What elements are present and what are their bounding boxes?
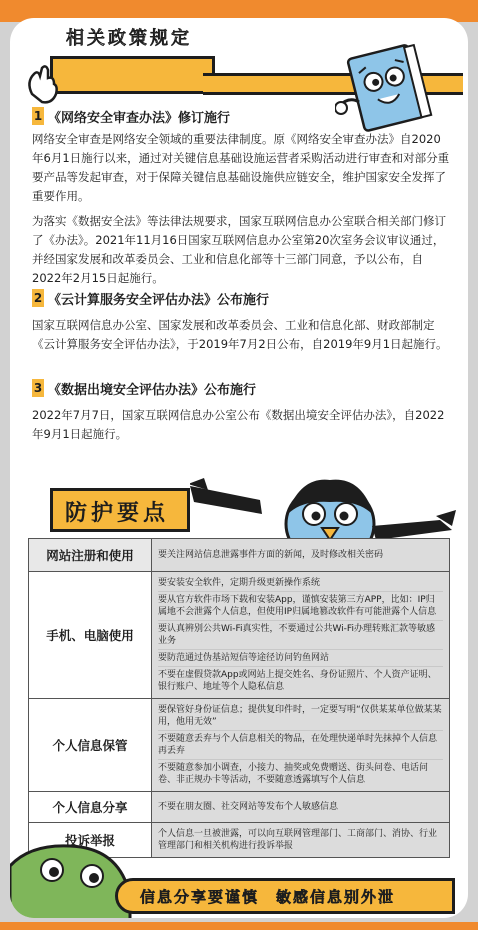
table-row [29, 792, 450, 823]
policy-item-title: 《云计算服务安全评估办法》公布施行 [48, 292, 270, 308]
protection-table [28, 538, 450, 858]
protection-section-title: 防护要点 [65, 501, 170, 526]
policy-item-2 [32, 288, 452, 354]
item-number-badge: 1 [33, 109, 43, 123]
tip-text: 不要在朋友圈、社交网站等发布个人敏感信息 [158, 802, 339, 812]
table-row [29, 572, 450, 699]
tips-cell [152, 572, 450, 699]
policy-paragraph: 为落实《数据安全法》等法律法规要求，国家互联网信息办公室联合相关部门修订了《办法》。2021年11月16日国家互联网信息办公室第20次室务会议审议通过，并经国家发展和改革委员会、工业和信息化部等十三部门同意，予以公布，自2022年2月15日起施行。 [32, 214, 446, 285]
table-row [29, 539, 450, 572]
slogan-banner [115, 878, 455, 914]
category-cell: 投诉举报 [29, 823, 152, 858]
tip-text: 要防范通过伪基站短信等途径访问钓鱼网站 [158, 649, 443, 666]
slogan-text: 信息分享要谨慎 敏感信息别外泄 [140, 887, 396, 906]
tips-cell [152, 792, 450, 823]
policy-paragraph: 网络安全审查是网络安全领域的重要法律制度。原《网络安全审查办法》自2020年6月1日施行以来，通过对关键信息基础设施运营者采购活动进行审查和对部分重要产品等发起审查，对于保障关键信息基础设施供应链安全，维护国家安全发挥了重要作用。 [32, 132, 450, 203]
category-cell: 个人信息分享 [29, 792, 152, 823]
policy-item-3 [32, 378, 452, 444]
tips-cell [152, 539, 450, 572]
left-hand-icon [24, 64, 68, 108]
policy-banner [50, 56, 215, 94]
table-row [29, 699, 450, 792]
category-cell: 手机、电脑使用 [29, 572, 152, 699]
tip-text: 个人信息一旦被泄露，可以向互联网管理部门、工商部门、消协、行业管理部门和相关机构进行投诉举报 [158, 829, 438, 851]
item-number-badge: 3 [33, 381, 43, 395]
policy-paragraph: 2022年7月7日，国家互联网信息办公室公布《数据出境安全评估办法》，自2022年9月1日起施行。 [32, 408, 445, 441]
policy-paragraph: 国家互联网信息办公室、国家发展和改革委员会、工业和信息化部、财政部制定《云计算服务安全评估办法》，于2019年7月2日公布，自2019年9月1日起施行。 [32, 318, 448, 351]
tip-text: 要认真辨别公共Wi-Fi真实性，不要通过公共Wi-Fi办理转账汇款等敏感业务 [158, 620, 443, 649]
policy-item-1 [32, 106, 452, 288]
policy-item-title: 《数据出境安全评估办法》公布施行 [48, 382, 257, 398]
tips-cell [152, 699, 450, 792]
tip-text: 不要随意丢弃与个人信息相关的物品，在处理快递单时先抹掉个人信息再丢弃 [158, 730, 443, 759]
tip-text: 要从官方软件市场下载和安装App，谨慎安装第三方APP，比如：IP归属地不会泄露个人信息，但使用IP归属地篡改软件有可能泄露个人信息 [158, 591, 443, 620]
category-cell: 个人信息保管 [29, 699, 152, 792]
bottom-orange-strip [0, 922, 478, 930]
tip-text: 不要随意参加小调查，小接力、抽奖或免费赠送、街头问卷、电话问卷、非正规办卡等活动，不要随意透露填写个人信息 [158, 759, 443, 788]
tip-text: 不要在虚假贷款App或网站上提交姓名、身份证照片、个人资产证明、银行账户、地址等个人隐私信息 [158, 666, 443, 695]
item-number-badge: 2 [33, 291, 43, 305]
policy-item-title: 《网络安全审查办法》修订施行 [48, 110, 231, 126]
policy-section-title: 相关政策规定 [66, 28, 192, 49]
category-cell: 网站注册和使用 [29, 539, 152, 572]
tip-text: 要关注网站信息泄露事件方面的新闻，及时修改相关密码 [158, 550, 384, 560]
protection-banner [50, 488, 190, 532]
poster-card [10, 18, 468, 918]
tip-text: 要保管好身份证信息；提供复印件时，一定要写明“仅供某某单位做某某用，他用无效” [158, 705, 442, 727]
tip-text: 要安装安全软件，定期升级更新操作系统 [158, 578, 321, 588]
